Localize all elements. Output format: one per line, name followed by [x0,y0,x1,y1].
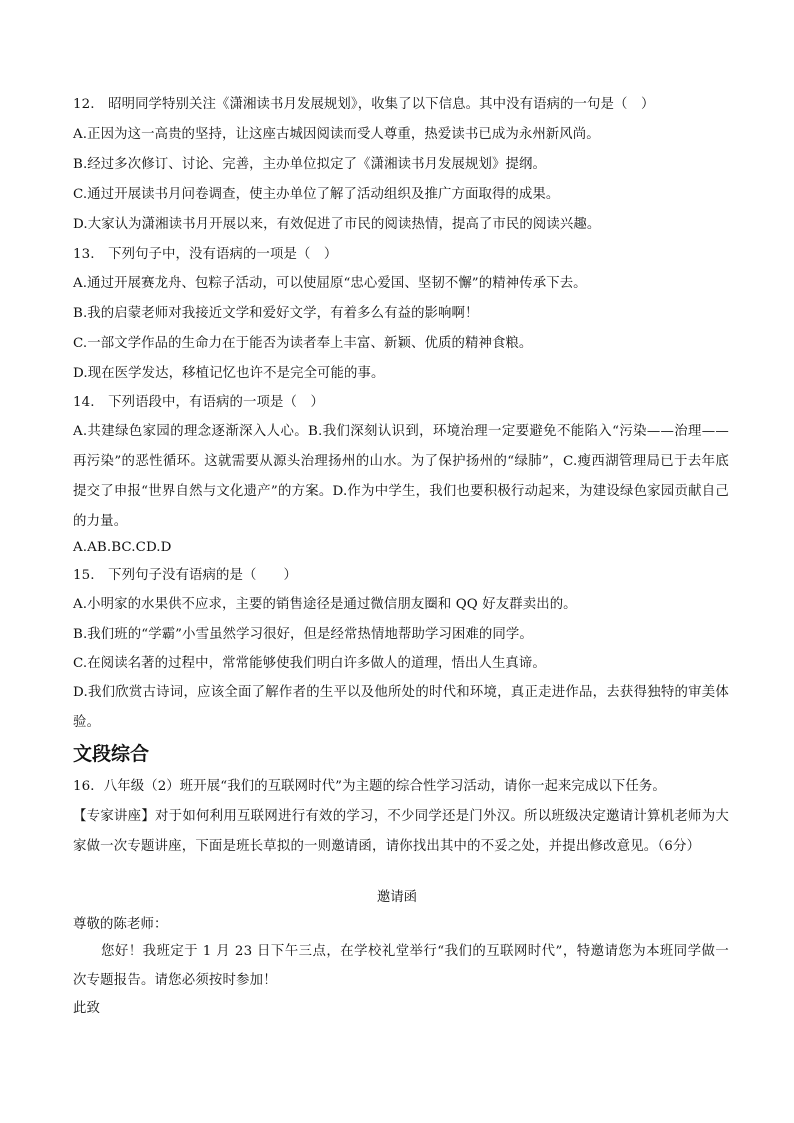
q15-option-a: A.小明家的水果供不应求，主要的销售途径是通过微信朋友圈和 QQ 好友群卖出的。 [73,597,577,612]
q12-stem: 12. 昭明同学特别关注《潇湘读书月发展规划》，收集了以下信息。其中没有语病的一句是（ ） [73,97,655,112]
letter-closing: 此致 [73,1001,100,1016]
q16-stem: 16．八年级（2）班开展“我们的互联网时代”为主题的综合性学习活动，请你一起来完成以下任务。 [73,779,666,794]
q15-option-d: D.我们欣赏古诗词，应该全面了解作者的生平以及他所处的时代和环境，真正走进作品，去获得独特的审美体验。 [73,685,729,730]
q15-option-b: B.我们班的“学霸”小雪虽然学习很好，但是经常热情地帮助学习困难的同学。 [73,627,533,642]
section-title: 文段综合 [73,743,150,765]
letter-body: 您好！我班定于 1 月 23 日下午三点，在学校礼堂举行“我们的互联网时代”，特邀请您为本班同学做一次专题报告。请您必须按时参加！ [73,944,729,988]
q13-option-b: B.我的启蒙老师对我接近文学和爱好文学，有着多么有益的影响啊！ [73,306,479,321]
q15-stem: 15. 下列句子没有语病的是（ ） [73,568,297,583]
q13-stem: 13. 下列句子中，没有语病的一项是（ ） [73,247,338,262]
q16-task: 【专家讲座】对于如何利用互联网进行有效的学习，不少同学还是门外汉。所以班级决定邀请计算机老师为大家做一次专题讲座，下面是班长草拟的一则邀请函，请你找出其中的不妥之处，并提出修改意见。（6分） [73,809,729,854]
q13-option-a: A.通过开展赛龙舟、包粽子活动，可以使屈原“忠心爱国、坚韧不懈”的精神传承下去。 [73,276,587,291]
q12-option-c: C.通过开展读书月问卷调查，使主办单位了解了活动组织及推广方面取得的成果。 [73,187,560,202]
letter-salutation: 尊敬的陈老师： [73,917,168,932]
q14-passage: A.共建绿色家园的理念逐渐深入人心。B.我们深刻认识到，环境治理一定要避免不能陷入“污染——治理——再污染”的恶性循环。这就需要从源头治理扬州的山水。为了保护扬州的“绿肺”，C.瘦西湖管理局已于去年底提交了申报“世界自然与文化遗产”的方案。D.作为中学生，我们也要积极行动起来，为建设绿色家园贡献自己的力量。 [73,424,729,529]
q15-option-c: C.在阅读名著的过程中，常常能够使我们明白许多做人的道理，悟出人生真谛。 [73,656,546,671]
q12-option-b: B.经过多次修订、讨论、完善，主办单位拟定了《潇湘读书月发展规划》提纲。 [73,157,546,172]
q14-stem: 14. 下列语段中，有语病的一项是（ ） [73,395,324,410]
q13-option-c: C.一部文学作品的生命力在于能否为读者奉上丰富、新颖、优质的精神食粮。 [73,336,533,351]
q14-options: A.AB.BC.CD.D [73,540,172,555]
letter-title: 邀请函 [376,890,418,905]
q13-option-d: D.现在医学发达，移植记忆也许不是完全可能的事。 [73,366,385,381]
q12-option-d: D.大家认为潇湘读书月开展以来，有效促进了市民的阅读热情，提高了市民的阅读兴趣。 [73,217,601,232]
q12-option-a: A.正因为这一高贵的坚持，让这座古城因阅读而受人尊重，热爱读书已成为永州新风尚。 [73,127,600,142]
